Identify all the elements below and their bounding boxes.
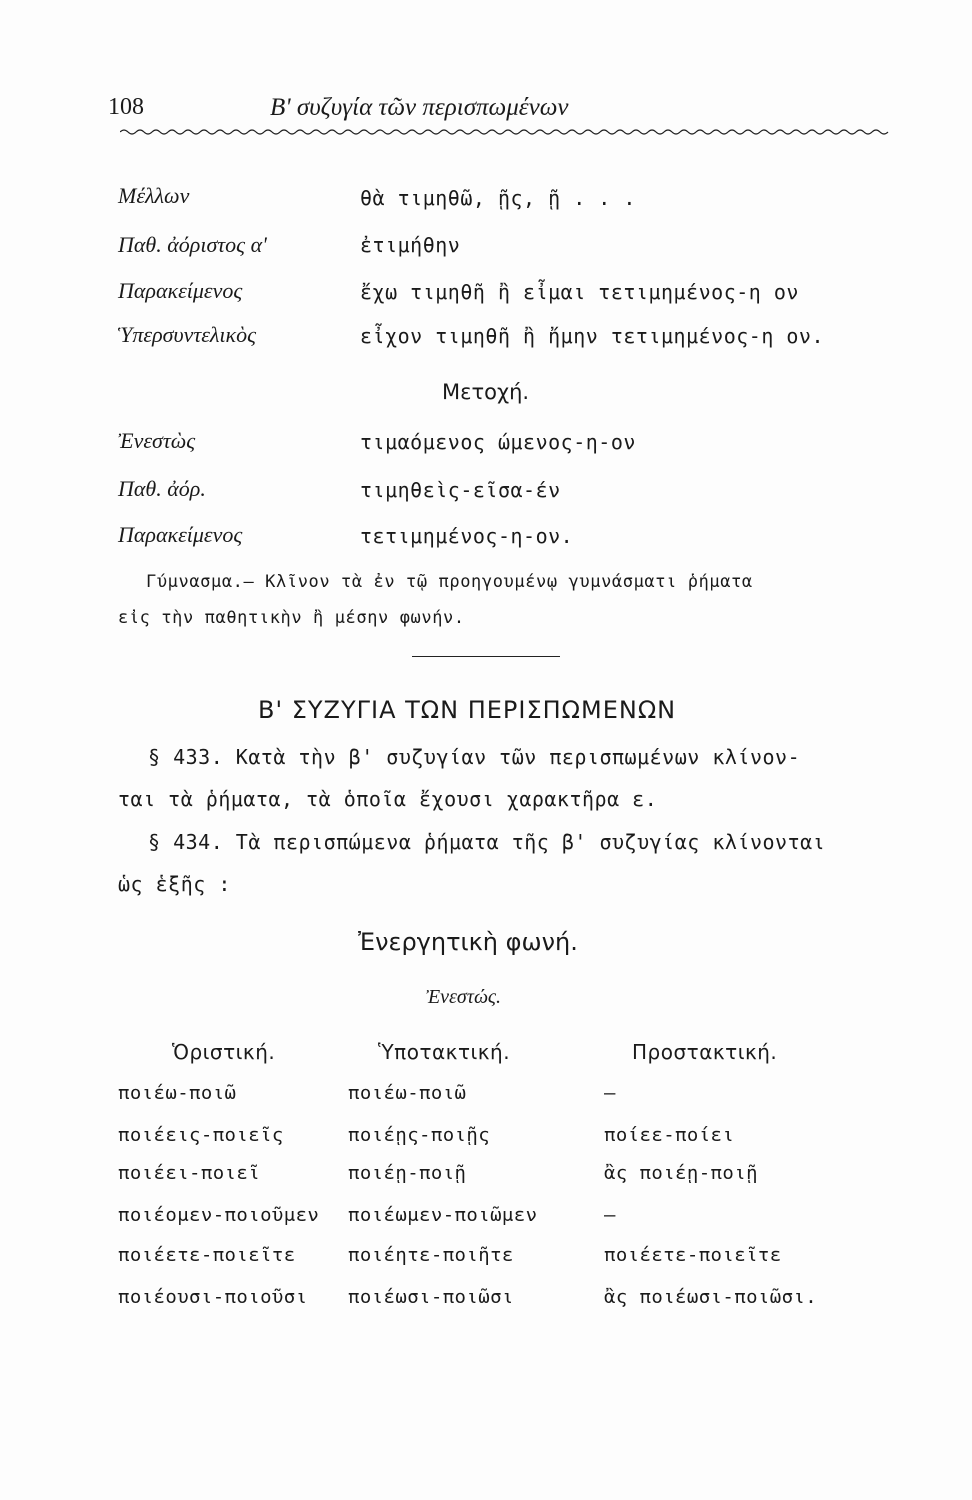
table-cell: ποιέητε-ποιῆτε — [348, 1244, 514, 1266]
table-cell: ποιέεις-ποιεῖς — [118, 1124, 284, 1146]
table-cell: — — [604, 1082, 616, 1104]
table-cell: ποιέετε-ποιεῖτε — [118, 1244, 296, 1266]
exercise-line: εἰς τὴν παθητικὴν ἢ μέσην φωνήν. — [118, 608, 465, 628]
participle-label: Παρακείμενος — [118, 522, 243, 547]
section-heading: Β' ΣΥΖΥΓΙΑ ΤΩΝ ΠΕΡΙΣΠΩΜΕΝΩΝ — [258, 696, 677, 724]
column-header-subjunctive: Ὑποτακτική. — [378, 1040, 511, 1064]
column-header-indicative: Ὁριστική. — [172, 1040, 276, 1064]
tense-form: ἐτιμήθην — [360, 233, 461, 257]
paragraph-433-line: ται τὰ ῥήματα, τὰ ὁποῖα ἔχουσι χαρακτῆρα ε. — [118, 787, 658, 811]
section-divider — [412, 656, 560, 657]
table-cell: ποιέῃ-ποιῇ — [348, 1162, 467, 1184]
table-cell: ποιέουσι-ποιοῦσι — [118, 1286, 308, 1308]
table-cell: ποιέω-ποιῶ — [348, 1082, 467, 1104]
voice-heading: Ἐνεργητικὴ φωνή. — [358, 928, 578, 956]
participle-label: Ἐνεστὼς — [118, 428, 196, 453]
table-cell: ποιέῃς-ποιῇς — [348, 1124, 491, 1146]
participle-heading: Μετοχή. — [442, 380, 530, 404]
table-cell: ποιέει-ποιεῖ — [118, 1162, 261, 1184]
table-cell: ποιέετε-ποιεῖτε — [604, 1244, 782, 1266]
tense-label: Παθ. ἀόριστος α' — [118, 232, 267, 257]
paragraph-433-line: § 433. Κατὰ τὴν β' συζυγίαν τῶν περισπωμένων κλίνον- — [148, 745, 801, 769]
paragraph-434-line: ὡς ἑξῆς : — [118, 872, 231, 896]
page-number: 108 — [108, 94, 144, 120]
tense-form: θὰ τιμηθῶ, ῇς, ῇ . . . — [360, 186, 636, 210]
table-cell: ποιέωμεν-ποιῶμεν — [348, 1204, 538, 1226]
tense-label: Ὑπερσυντελικὸς — [118, 322, 257, 347]
tense-label: Παρακείμενος — [118, 278, 243, 303]
participle-form: τετιμημένος-η-ον. — [360, 524, 574, 548]
table-cell: — — [604, 1204, 616, 1226]
running-title: Β' συζυγία τῶν περισπωμένων — [270, 94, 569, 121]
tense-heading: Ἐνεστώς. — [426, 986, 502, 1008]
paragraph-434-line: § 434. Τὰ περισπώμενα ῥήματα τῆς β' συζυγίας κλίνονται — [148, 830, 826, 854]
column-header-imperative: Προστακτική. — [632, 1040, 778, 1064]
table-cell: ποίεε-ποίει — [604, 1124, 735, 1146]
participle-form: τιμηθεὶς-εῖσα-έν — [360, 478, 561, 502]
table-cell: ἂς ποιέωσι-ποιῶσι. — [604, 1286, 818, 1308]
table-cell: ποιέομεν-ποιοῦμεν — [118, 1204, 320, 1226]
tense-form: ἔχω τιμηθῆ ἢ εἶμαι τετιμημένος-η ον — [360, 280, 799, 304]
participle-label: Παθ. ἀόρ. — [118, 476, 206, 501]
table-cell: ἂς ποιέῃ-ποιῇ — [604, 1162, 758, 1184]
tense-label: Μέλλων — [118, 183, 190, 208]
table-cell: ποιέωσι-ποιῶσι — [348, 1286, 514, 1308]
wavy-rule — [120, 128, 890, 136]
participle-form: τιμαόμενος ώμενος-η-ον — [360, 430, 636, 454]
table-cell: ποιέω-ποιῶ — [118, 1082, 237, 1104]
exercise-line: Γύμνασμα.— Κλῖνον τὰ ἐν τῷ προηγουμένῳ γυμνάσματι ῥήματα — [146, 572, 753, 592]
tense-form: εἶχον τιμηθῆ ἢ ἤμην τετιμημένος-η ον. — [360, 324, 825, 348]
